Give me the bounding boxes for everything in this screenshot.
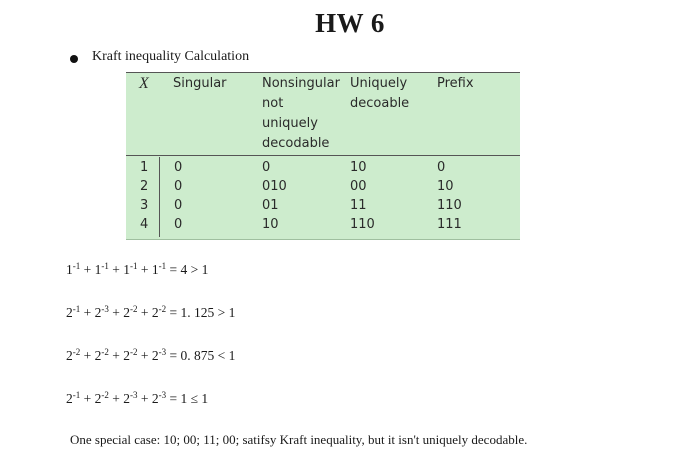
- eq-result: = 0. 875 < 1: [169, 348, 236, 363]
- table-cell: 01: [262, 198, 279, 213]
- eq-exp: -1: [101, 261, 109, 271]
- header-uniquely-2: decoable: [350, 96, 410, 111]
- eq-exp: -3: [158, 390, 167, 400]
- eq-base: 1: [94, 262, 102, 277]
- table-cell: 0: [174, 198, 183, 213]
- eq-base: 2: [151, 305, 159, 320]
- eq-base: 2: [66, 391, 73, 406]
- table-cell: 111: [437, 217, 462, 232]
- eq-exp: -2: [130, 304, 138, 314]
- eq-base: 2: [123, 391, 130, 406]
- eq-base: 2: [66, 348, 73, 363]
- eq-base: 1: [66, 262, 73, 277]
- eq-base: 2: [151, 348, 159, 363]
- eq-exp: -3: [101, 304, 109, 314]
- header-singular: Singular: [173, 76, 227, 91]
- table-cell: 1: [140, 160, 149, 175]
- eq-base: 2: [94, 391, 102, 406]
- eq-base: 1: [151, 262, 159, 277]
- eq-exp: -2: [72, 347, 81, 357]
- eq-result: = 1. 125 > 1: [169, 305, 236, 320]
- eq-exp: -1: [158, 261, 167, 271]
- table-cell: 4: [140, 217, 149, 232]
- eq-exp: -1: [72, 261, 81, 271]
- page-title: HW 6: [315, 8, 385, 38]
- table-cell: 0: [174, 179, 183, 194]
- header-x: X: [139, 75, 149, 92]
- eq-base: 2: [123, 305, 130, 320]
- table-cell: 2: [140, 179, 149, 194]
- special-case-note: One special case: 10; 00; 11; 00; satifsy Kraft inequality, but it isn't uniquely decodable.: [70, 432, 528, 447]
- table-cell: 00: [350, 179, 367, 194]
- table-cell: 0: [174, 160, 183, 175]
- bullet-dot: [70, 55, 78, 63]
- table-cell: 010: [262, 179, 287, 194]
- header-uniquely-1: Uniquely: [350, 76, 408, 91]
- table-cell: 0: [437, 160, 446, 175]
- table-cell: 11: [350, 198, 367, 213]
- table-cell: 0: [174, 217, 183, 232]
- eq-exp: -1: [130, 261, 138, 271]
- table-cell: 10: [350, 160, 367, 175]
- eq-exp: -2: [101, 390, 109, 400]
- header-divider: [126, 155, 520, 156]
- eq-base: 2: [94, 348, 102, 363]
- header-nonsingular-1: Nonsingular: [262, 76, 340, 91]
- header-prefix: Prefix: [437, 76, 474, 91]
- table-cell: 110: [437, 198, 462, 213]
- table-cell: 10: [262, 217, 279, 232]
- eq-exp: -2: [101, 347, 109, 357]
- eq-base: 2: [151, 391, 159, 406]
- eq-exp: -2: [130, 347, 138, 357]
- equation-4: $2^{-1} + 2^{-2} + 2^{-3} + 2^{-3} = 1 \le 1$: [66, 390, 209, 406]
- eq-base: 2: [94, 305, 102, 320]
- eq-exp: -1: [72, 304, 81, 314]
- table-cell: 110: [350, 217, 375, 232]
- eq-exp: -2: [158, 304, 167, 314]
- header-nonsingular-4: decodable: [262, 136, 330, 151]
- eq-base: 1: [123, 262, 130, 277]
- eq-result: = 1 ≤ 1: [169, 391, 209, 406]
- x-column-divider: [159, 157, 160, 237]
- header-nonsingular-2: not: [262, 96, 284, 111]
- table-cell: 3: [140, 198, 149, 213]
- eq-exp: -3: [158, 347, 167, 357]
- equation-2: $2^{-1} + 2^{-3} + 2^{-2} + 2^{-2} = 1$. 125 > 1: [66, 304, 236, 320]
- equation-1: $1^{-1} + 1^{-1} + 1^{-1} + 1^{-1} = 4 > 1$: [66, 261, 209, 277]
- eq-exp: -3: [130, 390, 138, 400]
- eq-base: 2: [66, 305, 73, 320]
- table-cell: 0: [262, 160, 271, 175]
- eq-base: 2: [123, 348, 130, 363]
- eq-exp: -1: [72, 390, 81, 400]
- equation-3: $2^{-2} + 2^{-2} + 2^{-2} + 2^{-3} = 0$. 875 < 1: [66, 347, 236, 363]
- header-nonsingular-3: uniquely: [262, 116, 318, 131]
- eq-result: = 4 > 1: [169, 262, 209, 277]
- bullet-text: Kraft inequality Calculation: [92, 49, 250, 64]
- table-cell: 10: [437, 179, 454, 194]
